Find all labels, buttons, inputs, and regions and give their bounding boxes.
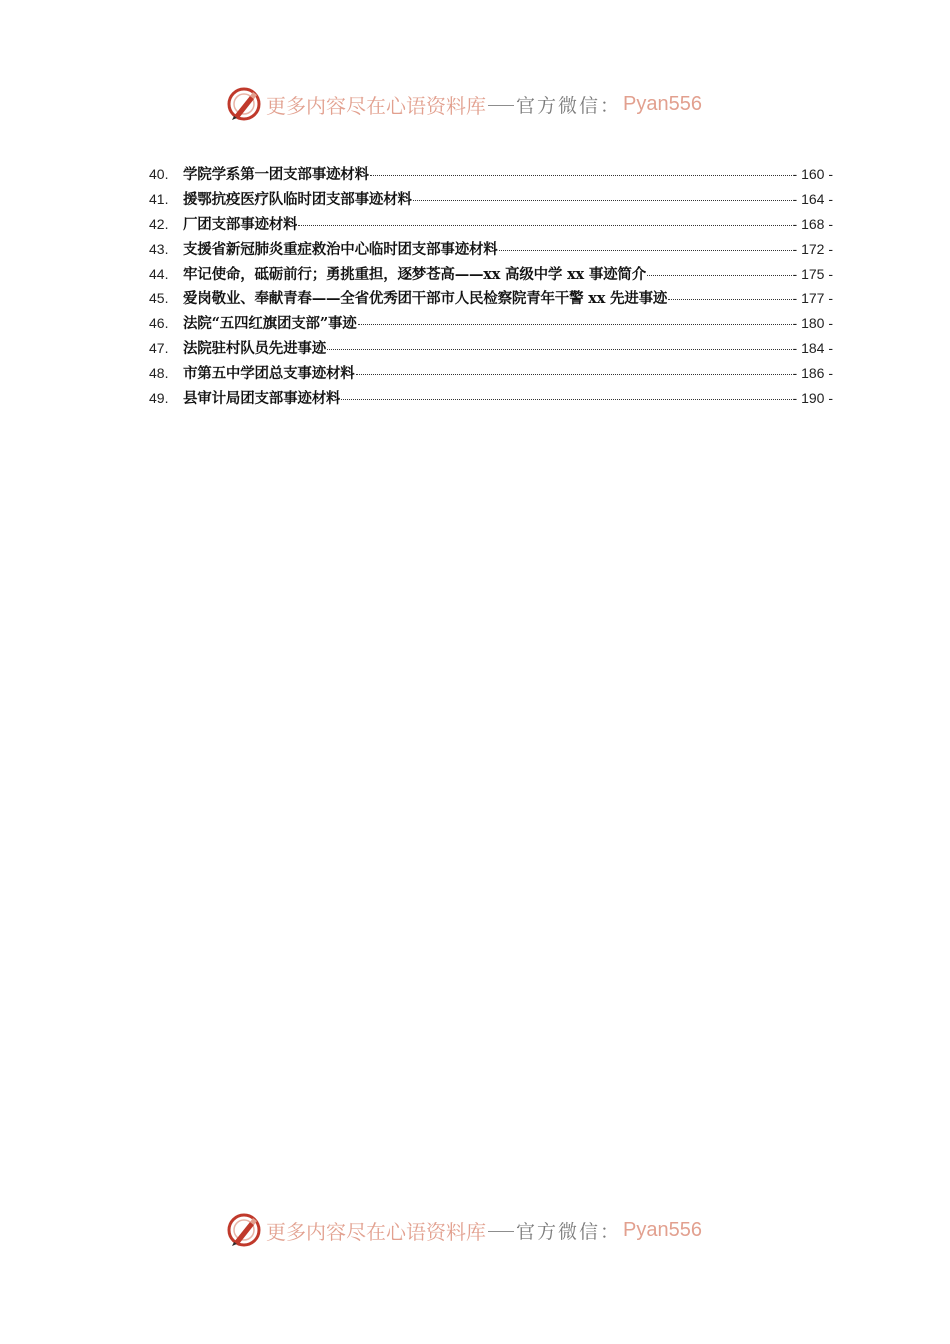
toc-dot-leader xyxy=(499,249,792,251)
pen-logo-icon xyxy=(226,86,262,122)
toc-entry-page: - 160 - xyxy=(792,166,833,182)
toc-entry-title: 县审计局团支部事迹材料 xyxy=(183,390,341,408)
toc-entry-page: - 175 - xyxy=(792,265,833,282)
toc-dot-leader xyxy=(356,373,792,375)
toc-entry[interactable] xyxy=(149,311,833,336)
toc-entry-number: 47. xyxy=(149,340,169,357)
toc-entry-title: 支援省新冠肺炎重症救治中心临时团支部事迹材料 xyxy=(183,240,498,258)
toc-entry-number: 43. xyxy=(149,240,169,257)
toc-entry-page: - 177 - xyxy=(792,290,833,307)
header-wechat-id: Pyan556 xyxy=(623,92,702,115)
toc-entry-title: 厂团支部事迹材料 xyxy=(183,215,298,233)
header-divider xyxy=(488,105,514,106)
footer-divider xyxy=(488,1231,514,1232)
toc-entry-title: 市第五中学团总支事迹材料 xyxy=(183,365,355,383)
toc-entry-number: 46. xyxy=(149,315,169,332)
toc-dot-leader xyxy=(327,348,792,350)
toc-entry-page: - 190 - xyxy=(792,390,833,407)
toc-entry-page: - 172 - xyxy=(792,240,833,257)
header-banner xyxy=(226,84,702,124)
table-of-contents xyxy=(149,162,833,411)
header-brand-text: 更多内容尽在心语资料库 xyxy=(266,93,486,118)
toc-entry[interactable] xyxy=(149,237,833,262)
footer-wechat-id: Pyan556 xyxy=(623,1218,702,1241)
toc-entry-page: - 180 - xyxy=(792,315,833,332)
toc-entry-number: 48. xyxy=(149,365,169,382)
toc-entry-number: 44. xyxy=(149,265,169,282)
toc-entry-page: - 184 - xyxy=(792,340,833,357)
toc-dot-leader xyxy=(341,398,791,400)
toc-entry-title: 牢记使命，砥砺前行；勇挑重担，逐梦苍高——xx 高级中学 xx 事迹简介 xyxy=(183,265,647,283)
toc-dot-leader xyxy=(370,174,792,176)
toc-entry[interactable] xyxy=(149,162,833,187)
toc-entry-number: 49. xyxy=(149,390,169,407)
toc-entry-page: - 168 - xyxy=(792,215,833,232)
toc-entry[interactable] xyxy=(149,212,833,237)
toc-entry-title: 法院驻村队员先进事迹 xyxy=(183,340,326,358)
toc-entry-page: - 164 - xyxy=(792,190,833,207)
toc-dot-leader xyxy=(647,274,792,276)
footer-official-label: 官方微信： xyxy=(516,1220,622,1243)
toc-entry-title: 法院“五四红旗团支部”事迹 xyxy=(183,315,357,333)
footer-banner xyxy=(226,1210,702,1250)
toc-entry-title: 学院学系第一团支部事迹材料 xyxy=(183,166,369,183)
footer-brand-text: 更多内容尽在心语资料库 xyxy=(266,1219,486,1244)
toc-dot-leader xyxy=(298,224,791,226)
toc-entry[interactable] xyxy=(149,262,833,287)
toc-entry[interactable] xyxy=(149,361,833,386)
toc-dot-leader xyxy=(668,298,791,300)
toc-entry-number: 42. xyxy=(149,215,169,232)
toc-entry-page: - 186 - xyxy=(792,365,833,382)
toc-dot-leader xyxy=(358,323,792,325)
toc-entry-number: 41. xyxy=(149,190,169,207)
header-official-label: 官方微信： xyxy=(516,94,622,117)
toc-entry[interactable] xyxy=(149,386,833,411)
toc-entry[interactable] xyxy=(149,187,833,212)
toc-entry[interactable] xyxy=(149,336,833,361)
pen-logo-icon xyxy=(226,1212,262,1248)
toc-dot-leader xyxy=(413,199,792,201)
toc-entry[interactable] xyxy=(149,286,833,311)
toc-entry-number: 45. xyxy=(149,290,169,307)
toc-entry-title: 援鄂抗疫医疗队临时团支部事迹材料 xyxy=(183,190,412,208)
toc-entry-title: 爱岗敬业、奉献青春——全省优秀团干部市人民检察院青年干警 xx 先进事迹 xyxy=(183,290,668,308)
toc-entry-number: 40. xyxy=(149,166,169,182)
